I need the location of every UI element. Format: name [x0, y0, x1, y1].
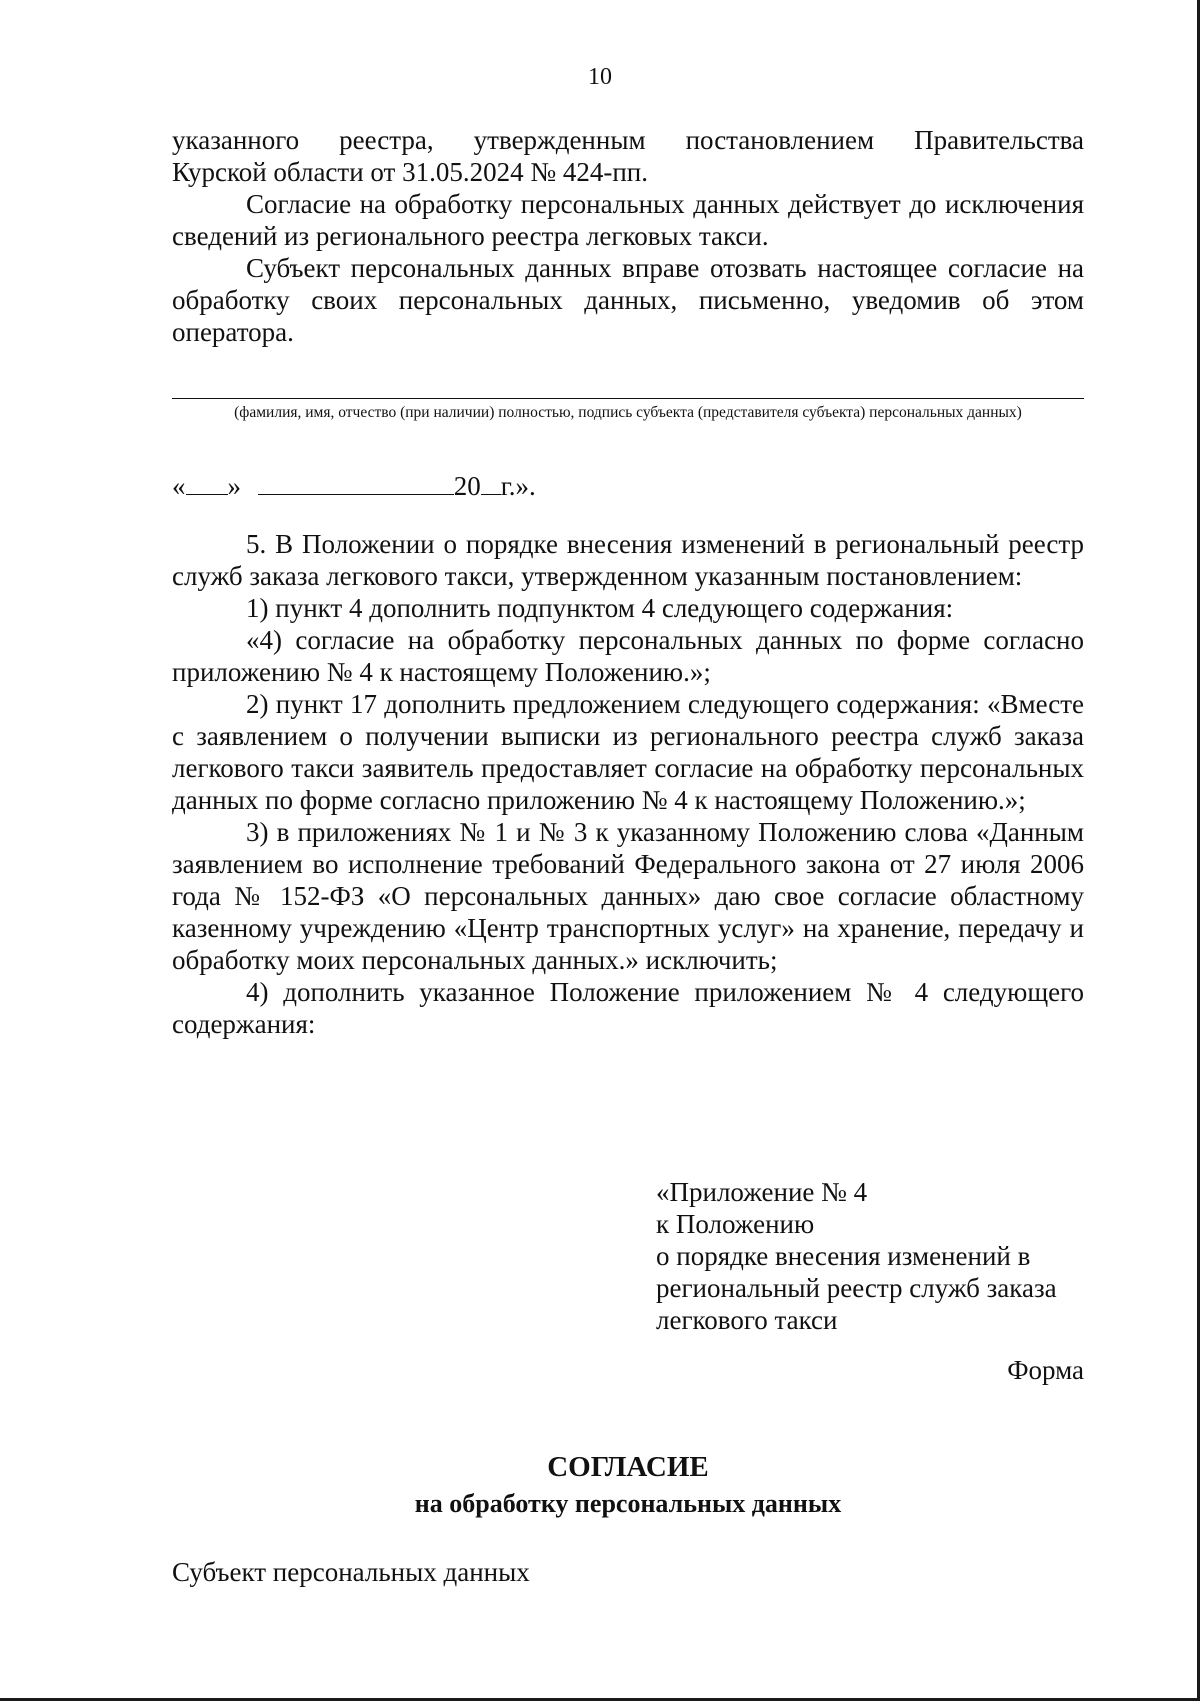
section-5-item-4: 4) дополнить указанное Положение приложением № 4 следующего содержания: [172, 977, 1084, 1039]
date-day-blank [186, 472, 228, 495]
section-5-item-3: 3) в приложениях № 1 и № 3 к указанному Положению слова «Данным заявлением во исполнение требований Федерального закона от 27 июля 2006 года № 152-ФЗ «О персональных данных» даю свое согласие областному казенному учреждению «Центр транспортных услуг» на хранение, передачу и обработку моих персональных данных.» исключить; [172, 817, 1084, 975]
page-number: 10 [588, 64, 612, 90]
intro-block [172, 124, 1084, 348]
signature-line [172, 398, 1084, 399]
consent-subtitle: на обработку персональных данных [414, 1489, 842, 1518]
signature-caption: (фамилия, имя, отчество (при наличии) полностью, подпись субъекта (представителя субъекта) персональных данных) [234, 404, 1022, 421]
appendix-line-2: к Положению [656, 1209, 815, 1239]
intro-paragraph-1-line-1: указанного реестра, утвержденным постановлением Правительства [172, 125, 1084, 155]
date-month-blank [258, 472, 454, 495]
intro-paragraph-2: Согласие на обработку персональных данных действует до исключения сведений из регионального реестра легковых такси. [172, 189, 1084, 251]
date-year-prefix: 20 [453, 471, 481, 501]
subject-label: Субъект персональных данных [172, 1557, 530, 1587]
date-close-quote: » [227, 471, 241, 501]
intro-paragraph-3: Субъект персональных данных вправе отозвать настоящее согласие на обработку своих персональных данных, письменно, уведомив об этом оператора. [172, 253, 1084, 347]
appendix-line-3: о порядке внесения изменений в [656, 1241, 1031, 1271]
section-5-block [172, 528, 1084, 1040]
date-field [172, 470, 536, 502]
intro-paragraph-1-line-2: Курской области от 31.05.2024 № 424-пп. [172, 157, 649, 187]
date-open-quote: « [172, 471, 186, 501]
date-year-blank [481, 472, 501, 495]
section-5-intro: 5. В Положении о порядке внесения изменений в региональный реестр служб заказа легкового такси, утвержденном указанным постановлением: [172, 529, 1084, 591]
appendix-line-1: «Приложение № 4 [656, 1177, 868, 1207]
consent-title: СОГЛАСИЕ [547, 1451, 709, 1483]
date-year-suffix: г.». [500, 471, 536, 501]
section-5-item-1: 1) пункт 4 дополнить подпунктом 4 следующего содержания: [246, 593, 954, 623]
appendix-line-4: региональный реестр служб заказа [656, 1273, 1057, 1303]
appendix-line-5: легкового такси [656, 1305, 838, 1335]
section-5-item-1-quote: «4) согласие на обработку персональных данных по форме согласно приложению № 4 к настоящему Положению.»; [172, 625, 1084, 687]
section-5-item-2: 2) пункт 17 дополнить предложением следующего содержания: «Вместе с заявлением о получении выписки из регионального реестра служб заказа легкового такси заявитель предоставляет согласие на обработку персональных данных по форме согласно приложению № 4 к настоящему Положению.»; [172, 689, 1084, 815]
appendix-header [656, 1176, 1096, 1336]
form-label: Форма [1007, 1355, 1084, 1385]
intro-paragraph-1 [172, 124, 1084, 188]
